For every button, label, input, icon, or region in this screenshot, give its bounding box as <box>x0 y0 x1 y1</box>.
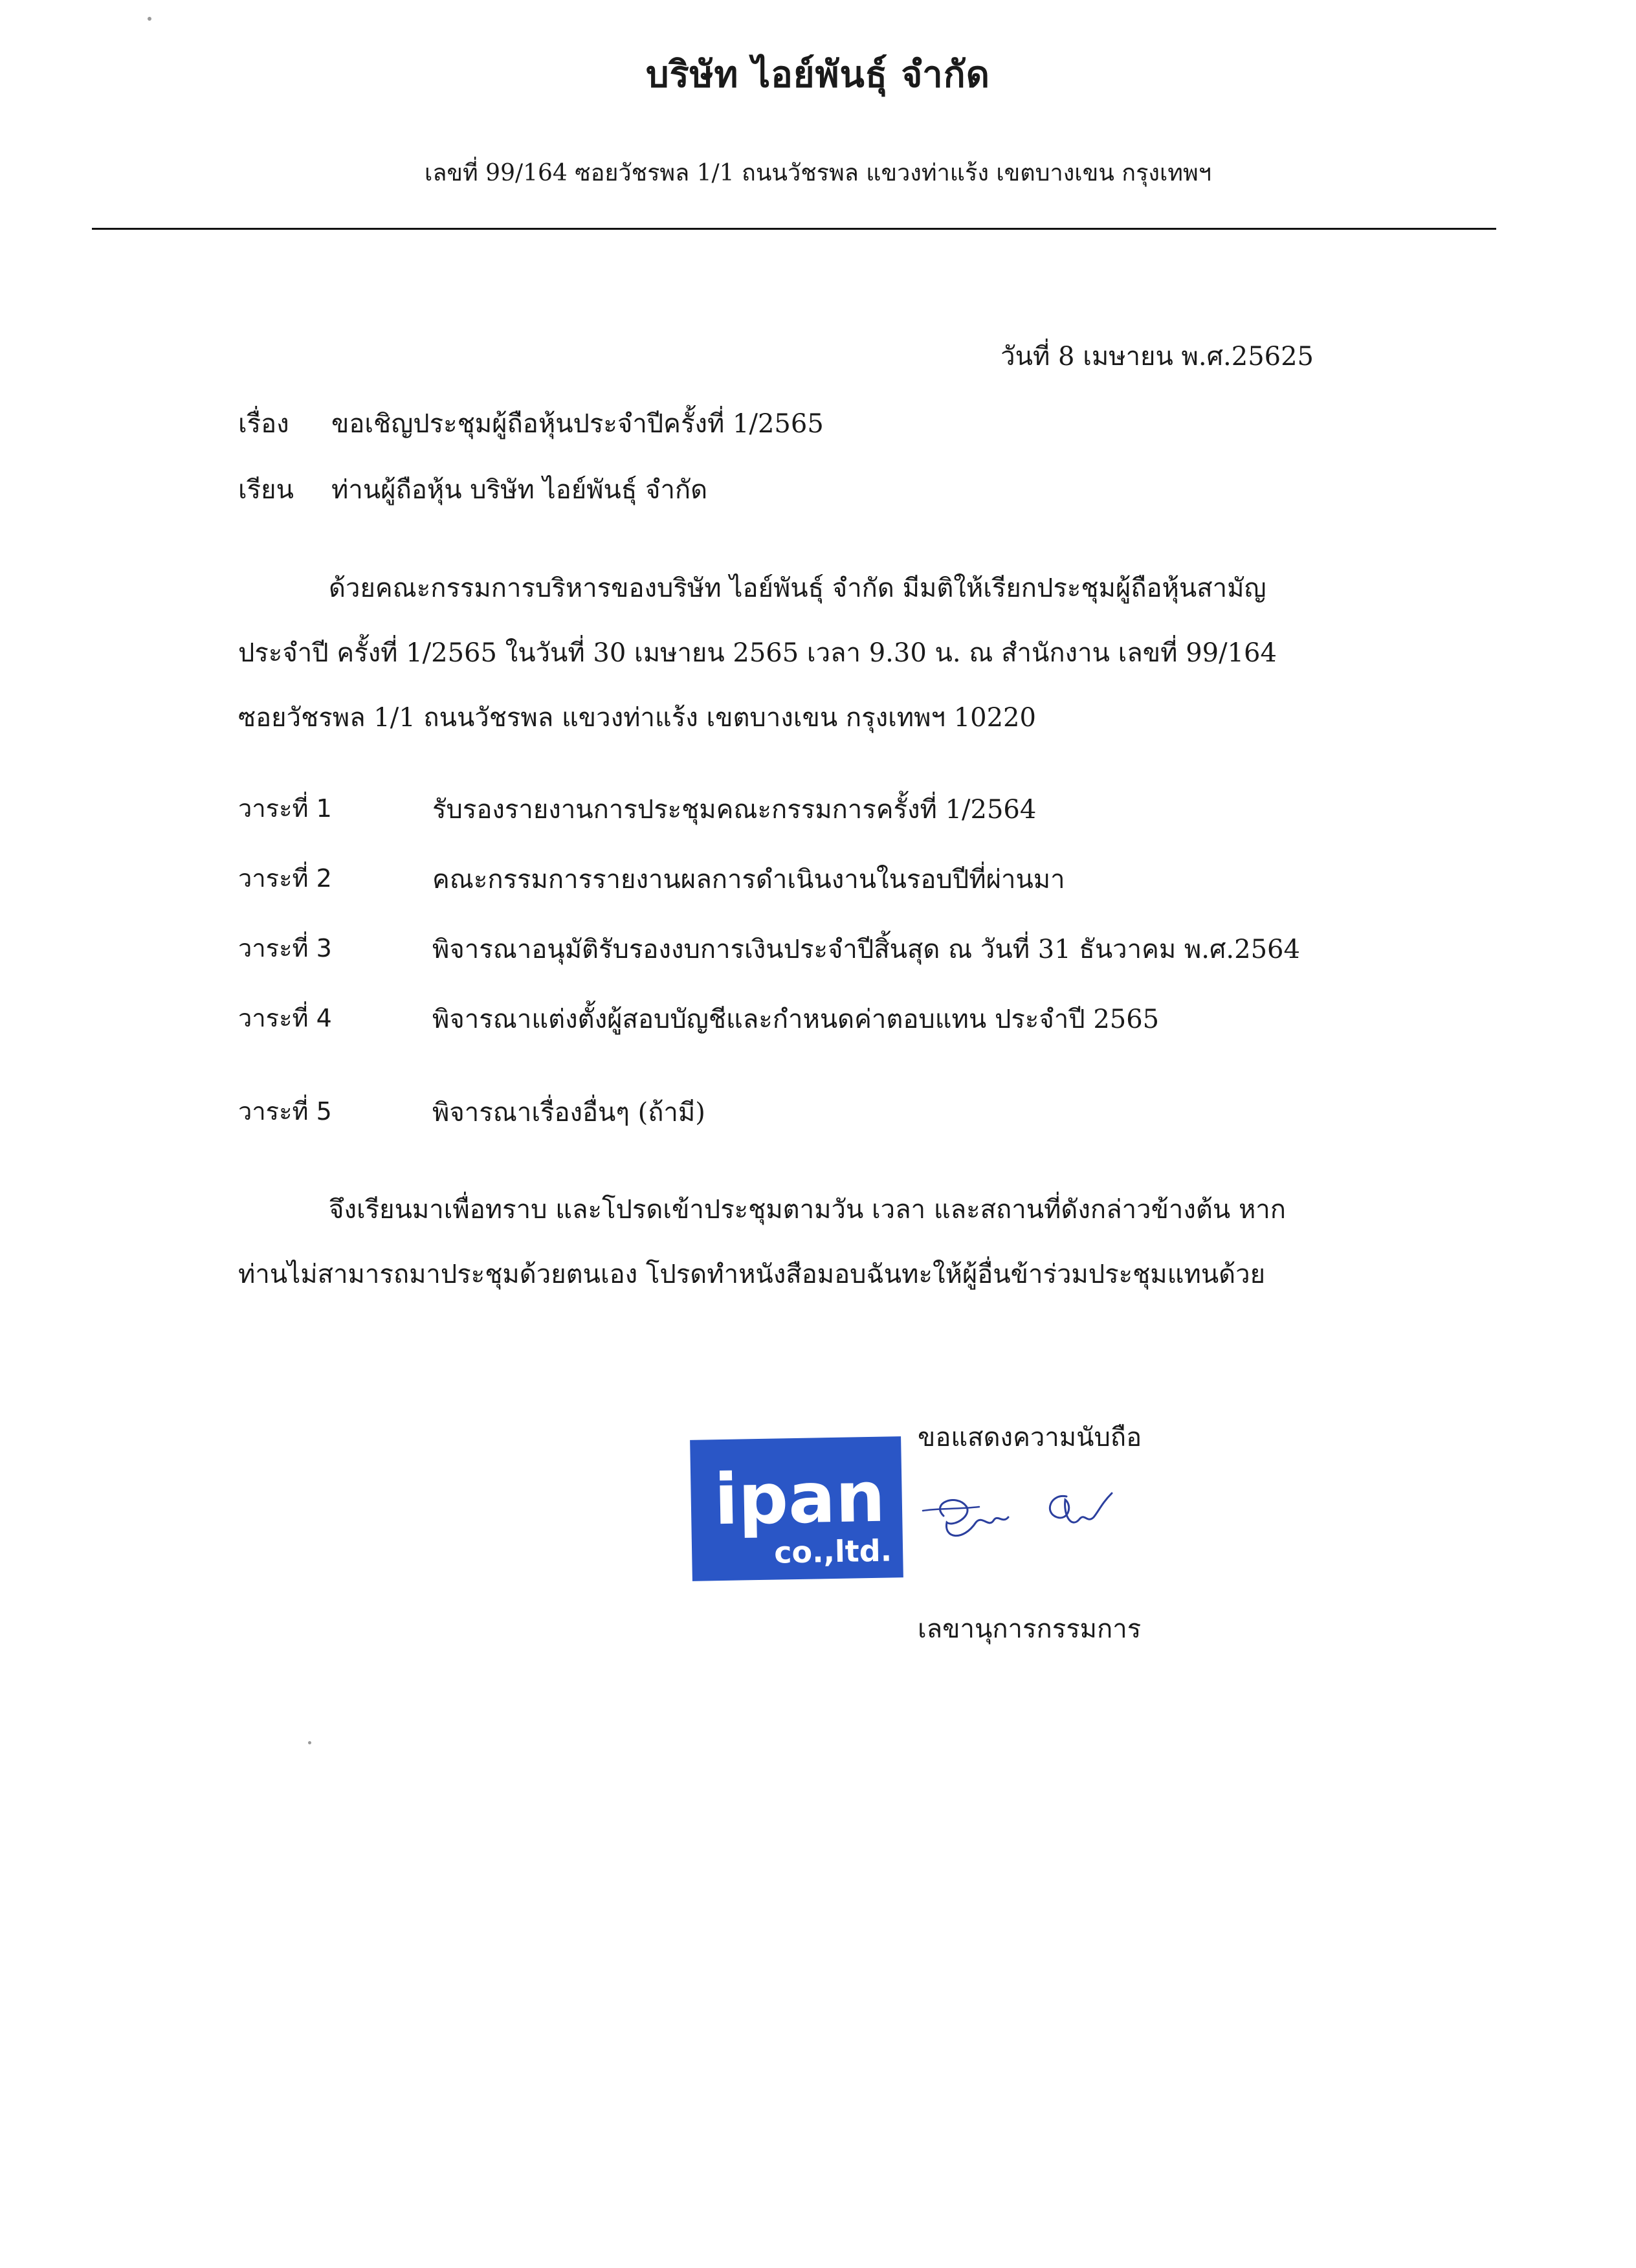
closing-line-2: ท่านไม่สามารถมาประชุมด้วยตนเอง โปรดทำหนังสือมอบฉันทะให้ผู้อื่นข้าร่วมประชุมแทนด้วย <box>238 1260 1266 1289</box>
agenda-label: วาระที่ 2 <box>238 864 332 893</box>
body-line-3: ซอยวัชรพล 1/1 ถนนวัชรพล แขวงท่าแร้ง เขตบางเขน กรุงเทพฯ 10220 <box>238 703 1036 733</box>
header-divider <box>92 228 1496 230</box>
closing-line-1: จึงเรียนมาเพื่อทราบ และโปรดเข้าประชุมตามวัน เวลา และสถานที่ดังกล่าวข้างต้น หาก <box>329 1195 1286 1225</box>
closing-regards: ขอแสดงความนับถือ <box>918 1423 1142 1452</box>
body-line-1: ด้วยคณะกรรมการบริหารของบริษัท ไอย์พันธุ์ จำกัด มีมติให้เรียกประชุมผู้ถือหุ้นสามัญ <box>329 573 1266 603</box>
signatory-title: เลขานุการกรรมการ <box>918 1614 1142 1644</box>
agenda-text: รับรองรายงานการประชุมคณะกรรมการครั้งที่ 1/2564 <box>432 795 1037 825</box>
agenda-label: วาระที่ 3 <box>238 934 332 962</box>
agenda-text: คณะกรรมการรายงานผลการดำเนินงานในรอบปีที่ผ่านมา <box>432 865 1065 895</box>
scan-speck <box>148 17 151 21</box>
svg-text:co.,ltd.: co.,ltd. <box>773 1533 892 1570</box>
agenda-text: พิจารณาเรื่องอื่นๆ (ถ้ามี) <box>432 1098 705 1128</box>
subject-text: ขอเชิญประชุมผู้ถือหุ้นประจำปีครั้งที่ 1/2565 <box>331 409 824 439</box>
agenda-label: วาระที่ 1 <box>238 794 332 823</box>
agenda-label: วาระที่ 5 <box>238 1097 332 1126</box>
agenda-text: พิจารณาแต่งตั้งผู้สอบบัญชีและกำหนดค่าตอบแทน ประจำปี 2565 <box>432 1005 1160 1034</box>
svg-text:ipan: ipan <box>713 1456 886 1541</box>
agenda-label: วาระที่ 4 <box>238 1004 332 1032</box>
recipient-label: เรียน <box>238 475 294 505</box>
company-address: เลขที่ 99/164 ซอยวัชรพล 1/1 ถนนวัชรพล แขวงท่าแร้ง เขตบางเขน กรุงเทพฯ <box>425 160 1211 186</box>
company-logo-icon <box>690 1436 903 1581</box>
body-line-2: ประจำปี ครั้งที่ 1/2565 ในวันที่ 30 เมษายน 2565 เวลา 9.30 น. ณ สำนักงาน เลขที่ 99/164 <box>238 638 1277 668</box>
letter-date: วันที่ 8 เมษายน พ.ศ.25625 <box>1000 342 1314 372</box>
subject-label: เรื่อง <box>238 409 289 439</box>
signature <box>918 1477 1164 1551</box>
agenda-text: พิจารณาอนุมัติรับรองงบการเงินประจำปีสิ้นสุด ณ วันที่ 31 ธันวาคม พ.ศ.2564 <box>432 935 1300 964</box>
scan-speck <box>308 1741 311 1744</box>
recipient-text: ท่านผู้ถือหุ้น บริษัท ไอย์พันธุ์ จำกัด <box>331 475 708 505</box>
company-name: บริษัท ไอย์พันธุ์ จำกัด <box>646 53 990 96</box>
company-stamp <box>690 1436 903 1581</box>
